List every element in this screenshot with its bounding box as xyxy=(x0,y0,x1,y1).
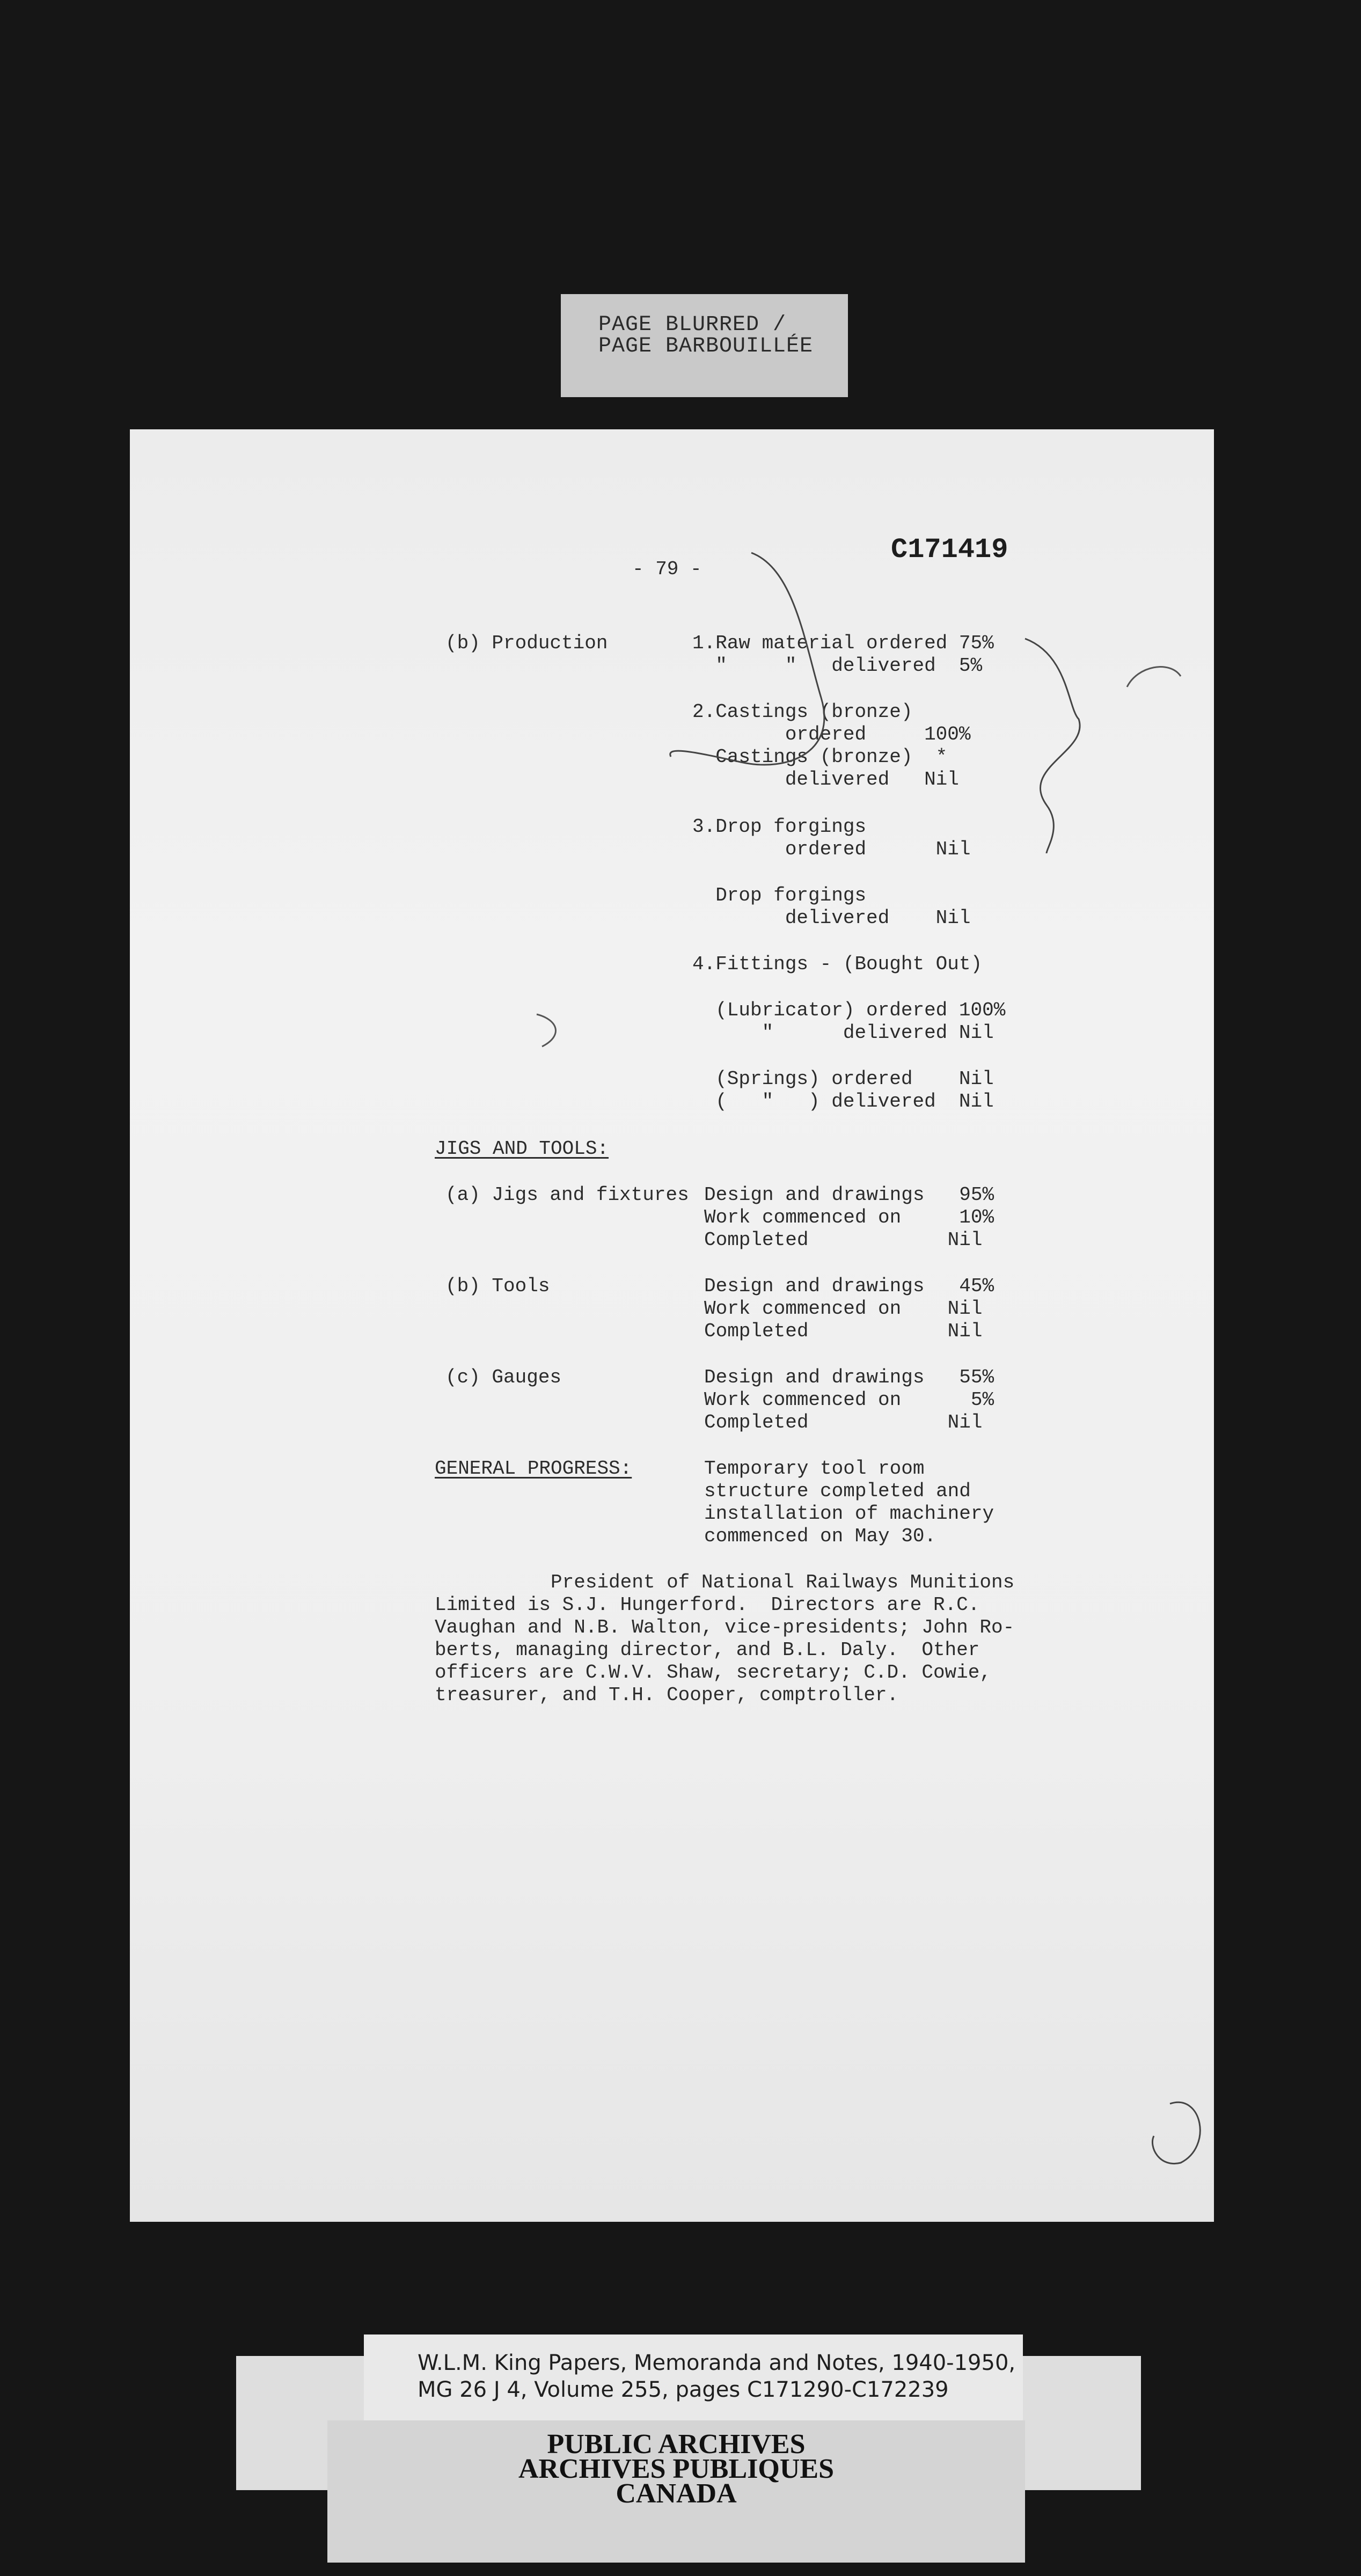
public-archives-stamp xyxy=(327,2420,1025,2563)
production-label: (b) Production xyxy=(445,632,608,654)
jigs-item-label: (a) Jigs and fixtures xyxy=(445,1184,689,1206)
general-progress-line: installation of machinery xyxy=(704,1503,994,1525)
stamp-line-2: PAGE BARBOUILLÉE xyxy=(598,334,814,358)
production-line: 1.Raw material ordered 75% xyxy=(692,632,994,654)
production-line: Drop forgings xyxy=(692,884,867,906)
stamp-line-1: PAGE BLURRED / xyxy=(598,313,787,337)
jigs-item-row: Completed Nil xyxy=(704,1320,983,1342)
paragraph-line: treasurer, and T.H. Cooper, comptroller. xyxy=(435,1684,899,1706)
page-number: - 79 - xyxy=(632,558,702,580)
production-line: " " delivered 5% xyxy=(692,655,983,677)
jigs-item-row: Work commenced on 10% xyxy=(704,1206,994,1228)
general-progress-line: Temporary tool room xyxy=(704,1458,925,1480)
jigs-item-row: Completed Nil xyxy=(704,1411,983,1433)
production-line: " delivered Nil xyxy=(692,1022,994,1044)
archives-line-2: ARCHIVES PUBLIQUES xyxy=(518,2454,835,2484)
jigs-tools-heading: JIGS AND TOOLS: xyxy=(435,1138,609,1160)
jigs-item-row: Completed Nil xyxy=(704,1229,983,1251)
paragraph-line: berts, managing director, and B.L. Daly. Other xyxy=(435,1639,980,1661)
paragraph-line: Limited is S.J. Hungerford. Directors are R.C. xyxy=(435,1594,980,1616)
archive-reference-line-1: W.L.M. King Papers, Memoranda and Notes, 1940-1950, xyxy=(418,2351,1016,2375)
production-line: 2.Castings (bronze) xyxy=(692,701,913,723)
jigs-item-row: Design and drawings 45% xyxy=(704,1275,994,1297)
archive-reference-label xyxy=(364,2334,1023,2423)
production-line: 4.Fittings - (Bought Out) xyxy=(692,953,983,975)
production-line: Castings (bronze) * xyxy=(692,746,948,768)
paragraph-line: Vaughan and N.B. Walton, vice-presidents; John Ro- xyxy=(435,1616,1015,1638)
jigs-item-row: Design and drawings 55% xyxy=(704,1366,994,1388)
general-progress-heading: GENERAL PROGRESS: xyxy=(435,1458,632,1480)
general-progress-line: commenced on May 30. xyxy=(704,1525,936,1547)
paragraph-line: officers are C.W.V. Shaw, secretary; C.D. Cowie, xyxy=(435,1662,991,1684)
jigs-item-row: Work commenced on Nil xyxy=(704,1298,983,1320)
production-line: ordered 100% xyxy=(692,723,971,745)
jigs-item-label: (c) Gauges xyxy=(445,1366,562,1388)
archives-line-1: PUBLIC ARCHIVES xyxy=(547,2429,806,2460)
production-line: ( " ) delivered Nil xyxy=(692,1091,994,1113)
production-line: delivered Nil xyxy=(692,907,971,929)
jigs-item-row: Design and drawings 95% xyxy=(704,1184,994,1206)
jigs-item-row: Work commenced on 5% xyxy=(704,1389,994,1411)
archives-line-3: CANADA xyxy=(616,2478,737,2509)
general-progress-line: structure completed and xyxy=(704,1480,971,1502)
production-line: 3.Drop forgings xyxy=(692,816,867,838)
jigs-item-label: (b) Tools xyxy=(445,1275,550,1297)
production-line: delivered Nil xyxy=(692,769,959,791)
document-number: C171419 xyxy=(891,534,1008,566)
production-line: (Springs) ordered Nil xyxy=(692,1068,994,1090)
production-line: ordered Nil xyxy=(692,838,971,860)
production-line: (Lubricator) ordered 100% xyxy=(692,999,1006,1021)
archive-reference-line-2: MG 26 J 4, Volume 255, pages C171290-C172239 xyxy=(418,2377,949,2402)
paragraph-line: President of National Railways Munitions xyxy=(435,1571,1015,1593)
